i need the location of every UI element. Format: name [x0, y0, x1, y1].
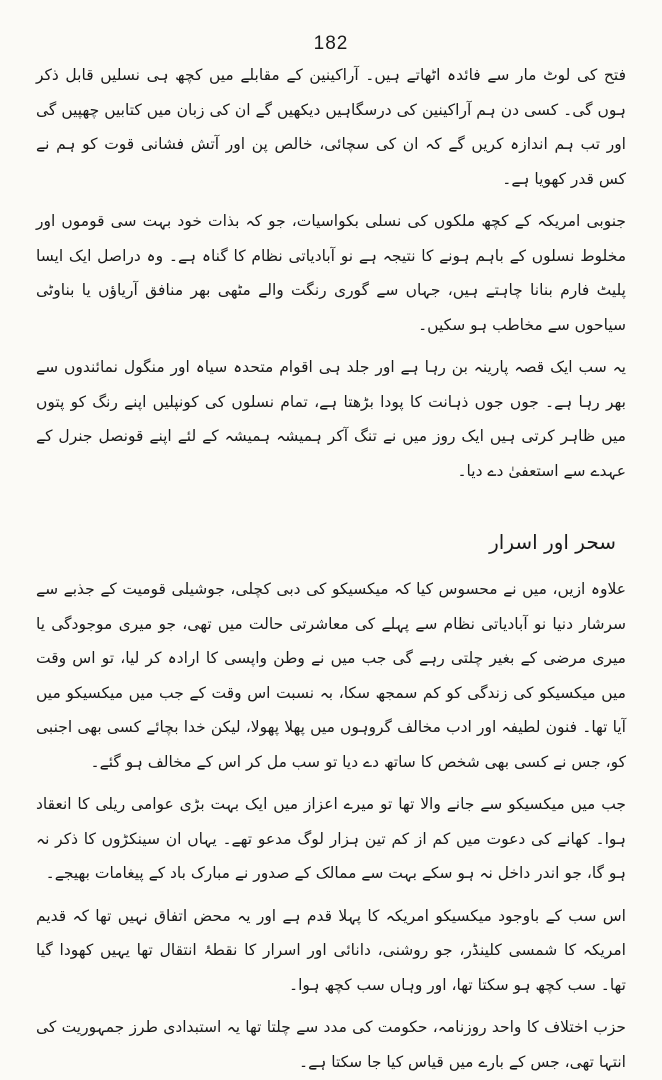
paragraph-2: جنوبی امریکہ کے کچھ ملکوں کی نسلی بکواسیات، جو کہ بذات خود بہت سی قوموں اور مخلوط نسلوں کے باہم ہونے کا نتیجہ ہے نو آبادیاتی نظام کا گناہ ہے۔ وہ دراصل ایک ایسا پلیٹ فارم بنانا چاہتے ہیں، جہاں سے گوری رنگت والے مٹھی بھر منافق آریاؤں یا بناوٹی سیاحوں سے مخاطب ہو سکیں۔	[36, 212, 626, 334]
paragraph-6: اس سب کے باوجود میکسیکو امریکہ کا پہلا قدم ہے اور یہ محض اتفاق نہیں تھا کہ قدیم امریکہ کا شمسی کلینڈر، جو روشنی، دانائی اور اسرار کا نقطۂ انتقال تھا یہیں کھودا گیا تھا۔ سب کچھ ہو سکتا تھا، اور وہاں سب کچھ ہوا۔	[36, 906, 626, 994]
page-number: 182	[313, 33, 349, 54]
section-heading: سحر اور اسرار	[489, 530, 616, 554]
paragraph-4: علاوہ ازیں، میں نے محسوس کیا کہ میکسیکو کی دبی کچلی، جوشیلی قومیت کے جذبے سے سرشار دنیا نو آبادیاتی نظام سے پہلے کی معاشرتی حالت میں تھی، جو میری موجودگی یا میری مرضی کے بغیر چلتی رہے گی جب میں نے وطن واپسی کا ارادہ کر لیا، تو اس وقت میں میکسیکو کی زندگی کو کم سمجھ سکا، بہ نسبت اس وقت کے جب میں میکسیکو میں آیا تھا۔ فنون لطیفہ اور ادب مخالف گروہوں میں پھلا پھولا، لیکن خدا بچائے کسی بھی اجنبی کو، جس نے کسی بھی شخص کا ساتھ دے دیا تو سب مل کر اس کے مخالف ہو گئے۔	[36, 580, 626, 771]
paragraph-5: جب میں میکسیکو سے جانے والا تھا تو میرے اعزاز میں ایک بہت بڑی عوامی ریلی کا انعقاد ہوا۔ کھانے کی دعوت میں کم از کم تین ہزار لوگ مدعو تھے۔ یہاں ان سینکڑوں کا ذکر نہ ہو گا، جو اندر داخل نہ ہو سکے بہت سے ممالک کے صدور نے مبارک باد کے پیغامات بھیجے۔	[36, 795, 626, 882]
paragraph-7: حزب اختلاف کا واحد روزنامہ، حکومت کی مدد سے چلتا تھا یہ استبدادی طرز جمہوریت کی انتہا تھی، جس کے بارے میں قیاس کیا جا سکتا ہے۔	[36, 1018, 626, 1071]
paragraph-3: یہ سب ایک قصہ پارینہ بن رہا ہے اور جلد ہی اقوام متحدہ سیاہ اور منگول نمائندوں سے بھر رہا ہے۔ جوں جوں ذہانت کا پودا بڑھتا ہے، تمام نسلوں کی کونپلیں اپنے رنگ کو پتوں میں ظاہر کرتی ہیں ایک روز میں نے تنگ آکر ہمیشہ ہمیشہ کے لئے اپنے قونصل جنرل کے عہدے سے استعفیٰ دے دیا۔	[36, 358, 626, 480]
paragraph-1: فتح کی لوٹ مار سے فائدہ اٹھاتے ہیں۔ آراکینین کے مقابلے میں کچھ ہی نسلیں قابل ذکر ہوں گی۔ کسی دن ہم آراکینین کی درسگاہیں دیکھیں گے ان کی زبان میں کتابیں چھپیں گی اور تب ہم اندازہ کریں گے کہ ان کی سچائی، خالص پن اور آتش فشانی قوت کو ہم نے کس قدر کھویا ہے۔	[36, 66, 626, 188]
